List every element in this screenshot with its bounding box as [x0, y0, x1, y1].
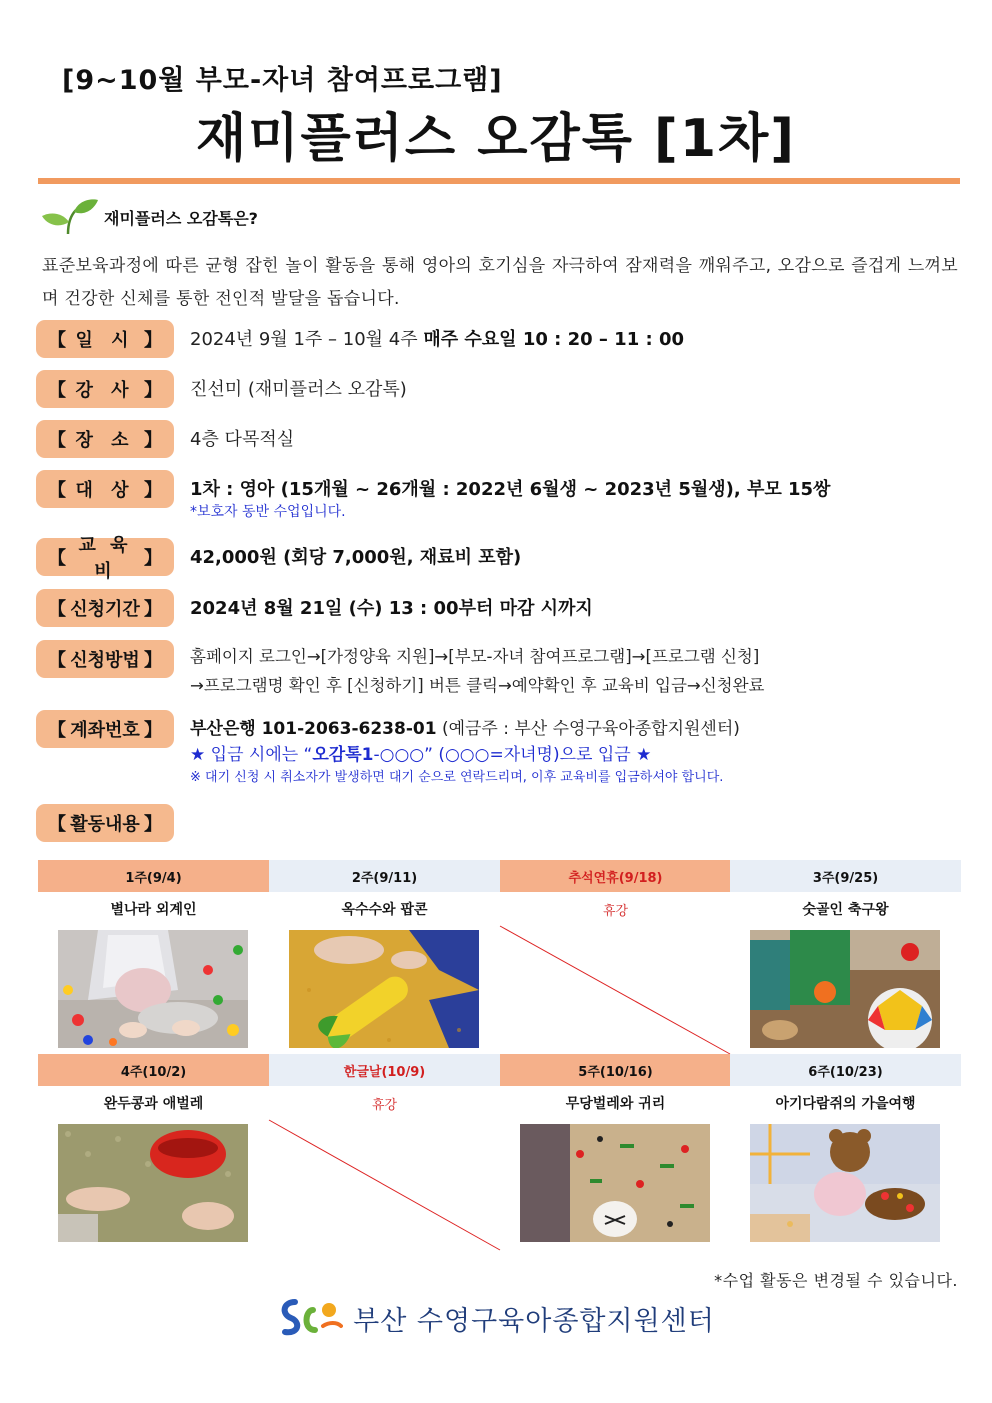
schedule-cell	[269, 860, 500, 926]
method-line-1: 홈페이지 로그인→[가정양육 지원]→[부모-자녀 참여프로그램]→[프로그램 신청]	[190, 647, 760, 666]
label-period: 【 신청기간 】	[36, 589, 174, 627]
week-header: 5주(10/16)	[500, 1054, 731, 1086]
sprout-icon	[40, 196, 100, 236]
value-period	[190, 589, 593, 621]
date-text: 2024년 9월 1주 – 10월 4주	[190, 329, 424, 350]
target-text: 1차 : 영아 (15개월 ~ 26개월 : 2022년 6월생 ~ 2023년 5월생), 부모 15쌍	[190, 479, 831, 500]
label-method: 【 신청방법 】	[36, 640, 174, 678]
account-number: 부산은행 101-2063-6238-01	[190, 719, 437, 739]
activity-title: 휴강	[602, 903, 629, 919]
waitlist-note: ※ 대기 신청 시 취소자가 발생하면 대기 순으로 연락드리며, 이후 교육비를 입금하셔야 합니다.	[190, 770, 724, 785]
deposit-instruction: ★ 입금 시에는 “오감톡1-○○○” (○○○=자녀명)으로 입금 ★	[190, 745, 652, 765]
row-method	[36, 640, 764, 700]
program-subtitle: [9~10월 부모-자녀 참여프로그램]	[62, 65, 503, 96]
value-date	[190, 320, 684, 352]
center-logo-icon	[277, 1296, 343, 1340]
week-header: 한글날(10/9)	[269, 1054, 500, 1086]
week-header: 6주(10/23)	[730, 1054, 961, 1086]
footer-org-name: 부산 수영구육아종합지원센터	[353, 1305, 715, 1337]
schedule-cell	[38, 1054, 269, 1120]
row-period	[36, 589, 593, 627]
schedule-cell	[269, 1054, 500, 1120]
activity-title: 별나라 외계인	[110, 902, 197, 918]
activity-photo-squirrel	[750, 1124, 940, 1242]
activity-title: 숫골인 축구왕	[802, 902, 889, 918]
label-account: 【 계좌번호 】	[36, 710, 174, 748]
value-target	[190, 470, 830, 522]
target-note: *보호자 동반 수업입니다.	[190, 504, 346, 520]
account-holder: (예금주 : 부산 수영구육아종합지원센터)	[436, 719, 740, 739]
activity-title: 무당벌레와 귀리	[565, 1096, 666, 1112]
value-instructor: 진선미 (재미플러스 오감톡)	[190, 379, 407, 400]
footer	[0, 1296, 992, 1340]
row-account	[36, 710, 740, 788]
schedule-cell	[38, 860, 269, 926]
row-fee	[36, 535, 522, 582]
label-instructor: 【 강 사 】	[36, 370, 174, 408]
label-activity: 【 활동내용 】	[36, 804, 174, 842]
intro-body: 표준보육과정에 따른 균형 잡힌 놀이 활동을 통해 영아의 호기심을 자극하여 잠재력을 깨워주고, 오감으로 즐겁게 느껴보며 건강한 신체를 통한 전인적 발달을 돕습니다.	[42, 256, 958, 309]
activity-photo-peas	[58, 1124, 248, 1242]
row-date	[36, 320, 684, 358]
week-header: 4주(10/2)	[38, 1054, 269, 1086]
method-line-2: →프로그램명 확인 후 [신청하기] 버튼 클릭→예약확인 후 교육비 입금→신청완료	[190, 676, 765, 695]
program-title: 재미플러스 오감톡 [1차]	[195, 109, 796, 169]
activity-title: 휴강	[371, 1097, 398, 1113]
period-text: 2024년 8월 21일 (수) 13 : 00부터 마감 시까지	[190, 598, 593, 619]
activity-photo-corn	[289, 930, 479, 1048]
activity-title: 옥수수와 팝콘	[341, 902, 428, 918]
row-activity	[36, 804, 174, 842]
value-fee	[190, 538, 521, 570]
schedule-cell	[500, 860, 731, 926]
row-target	[36, 470, 830, 522]
intro-heading	[40, 196, 258, 236]
activity-photo-soccer	[750, 930, 940, 1048]
label-place: 【 장 소 】	[36, 420, 174, 458]
value-place: 4층 다목적실	[190, 429, 295, 450]
label-fee: 【 교 육 비 】	[36, 538, 174, 576]
value-method	[190, 640, 764, 700]
activity-photo-ladybug	[520, 1124, 710, 1242]
date-time: 매주 수요일 10 : 20 – 11 : 00	[423, 329, 685, 350]
label-date: 【 일 시 】	[36, 320, 174, 358]
schedule-cell	[730, 1054, 961, 1120]
week-header: 2주(9/11)	[269, 860, 500, 892]
week-header: 3주(9/25)	[730, 860, 961, 892]
label-target: 【 대 상 】	[36, 470, 174, 508]
schedule-cell	[500, 1054, 731, 1120]
change-footnote: *수업 활동은 변경될 수 있습니다.	[714, 1271, 958, 1290]
value-account	[190, 710, 740, 788]
week-header: 1주(9/4)	[38, 860, 269, 892]
fee-text: 42,000원 (회당 7,000원, 재료비 포함)	[190, 547, 522, 568]
activity-photo-alien	[58, 930, 248, 1048]
row-place	[36, 420, 294, 458]
activity-title: 아기다람쥐의 가을여행	[775, 1096, 916, 1112]
intro-heading-text: 재미플러스 오감톡은?	[104, 208, 258, 228]
row-instructor	[36, 370, 407, 408]
activity-title: 완두콩과 애벌레	[103, 1096, 204, 1112]
title-divider	[38, 178, 960, 184]
schedule-cell	[730, 860, 961, 926]
week-header: 추석연휴(9/18)	[500, 860, 731, 892]
